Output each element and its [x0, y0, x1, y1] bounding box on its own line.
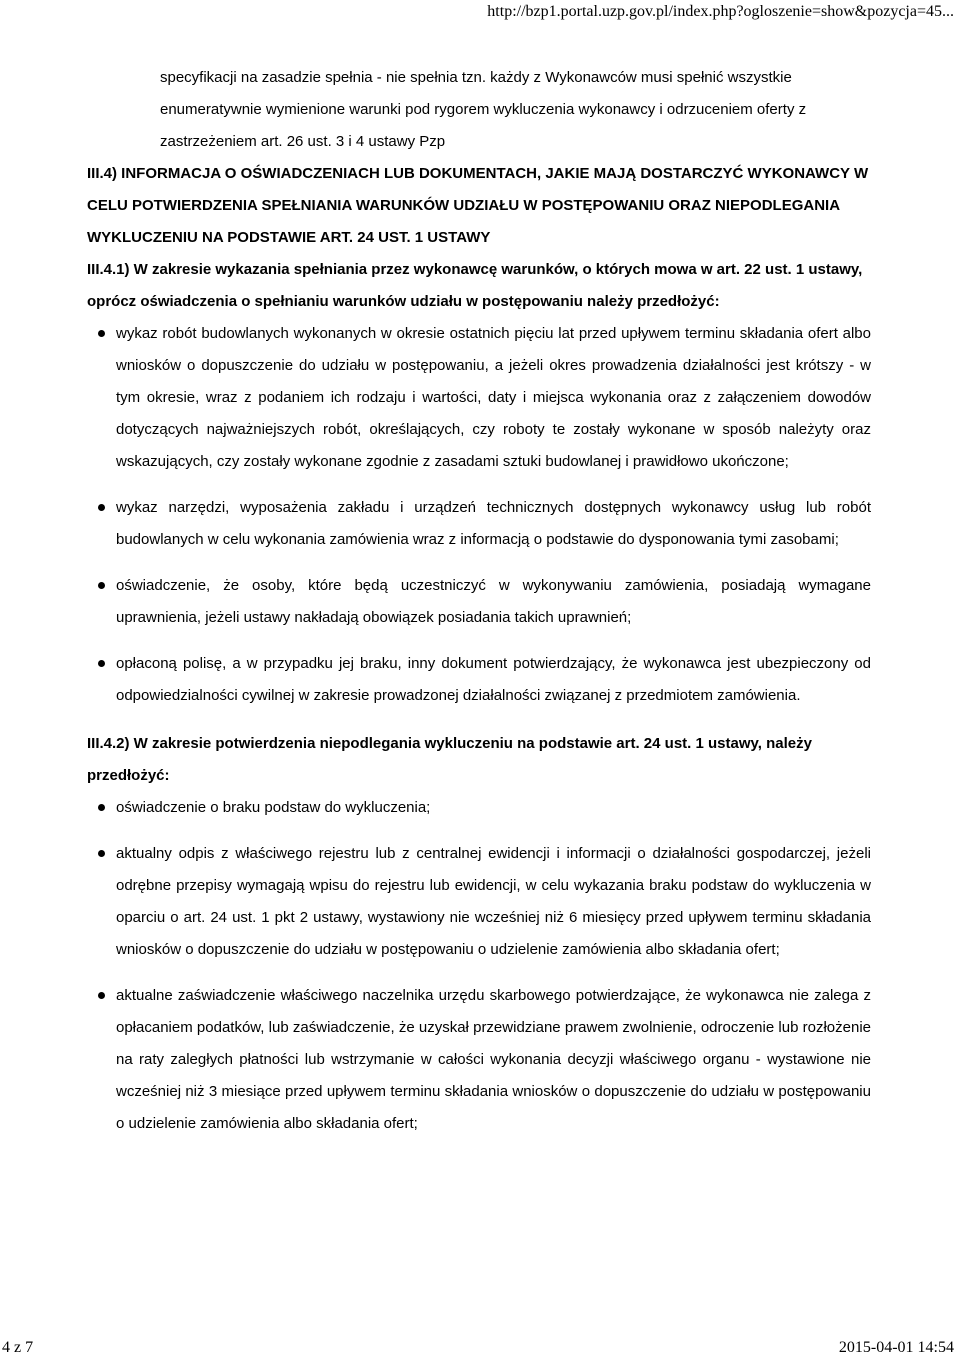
list-item: opłaconą polisę, a w przypadku jej braku, inny dokument potwierdzający, że wykonawca jest ubezpieczony od odpowiedzialności cywilnej w zakresie prowadzonej działalności związanej z przedmiotem zamówienia. — [87, 648, 871, 712]
list-item: oświadczenie o braku podstaw do wykluczenia; — [87, 792, 871, 824]
section-3-4-1-title: III.4.1) W zakresie wykazania spełniania przez wykonawcę warunków, o których mowa w art. 22 ust. 1 ustawy, oprócz oświadczenia o spełnianiu warunków udziału w postępowaniu należy przedłożyć: — [87, 261, 863, 310]
list-item: wykaz narzędzi, wyposażenia zakładu i urządzeń technicznych dostępnych wykonawcy usług lub robót budowlanych w celu wykonania zamówienia wraz z informacją o podstawie do dysponowania tymi zasobami; — [87, 492, 871, 556]
section-3-4-2-title: III.4.2) W zakresie potwierdzenia niepodlegania wykluczeniu na podstawie art. 24 ust. 1 ustawy, należy przedłożyć: — [87, 735, 812, 784]
document-content — [87, 62, 871, 1140]
section-3-4-1-list — [87, 318, 871, 712]
list-item: oświadczenie, że osoby, które będą uczestniczyć w wykonywaniu zamówienia, posiadają wymagane uprawnienia, jeżeli ustawy nakładają obowiązek posiadania takich uprawnień; — [87, 570, 871, 634]
list-item: wykaz robót budowlanych wykonanych w okresie ostatnich pięciu lat przed upływem terminu składania ofert albo wniosków o dopuszczenie do udziału w postępowaniu, a jeżeli okres prowadzenia działalności jest krótszy - w tym okresie, wraz z podaniem ich rodzaju i wartości, daty i miejsca wykonania oraz z załączeniem dowodów dotyczących najważniejszych robót, określających, czy roboty te zostały wykonane w sposób należyty oraz wskazujących, czy zostały wykonane zgodnie z zasadami sztuki budowlanej i prawidłowo ukończone; — [87, 318, 871, 478]
page-url-header: http://bzp1.portal.uzp.gov.pl/index.php?ogloszenie=show&pozycja=45... — [487, 3, 954, 20]
section-heading: III.4) INFORMACJA O OŚWIADCZENIACH LUB DOKUMENTACH, JAKIE MAJĄ DOSTARCZYĆ WYKONAWCY W CELU POTWIERDZENIA SPEŁNIANIA WARUNKÓW UDZIAŁU W POSTĘPOWANIU ORAZ NIEPODLEGANIA WYKLUCZENIU NA PODSTAWIE ART. 24 UST. 1 USTAWY — [87, 165, 869, 246]
section-3-4-2-list — [87, 792, 871, 1140]
list-item: aktualne zaświadczenie właściwego naczelnika urzędu skarbowego potwierdzające, że wykonawca nie zalega z opłacaniem podatków, lub zaświadczenie, że uzyskał przewidziane prawem zwolnienie, odroczenie lub rozłożenie na raty zaległych płatności lub wstrzymanie w całości wykonania decyzji właściwego organu - wystawione nie wcześniej niż 3 miesiące przed upływem terminu składania wniosków o dopuszczenie do udziału w postępowaniu o udzielenie zamówienia albo składania ofert; — [87, 980, 871, 1140]
page-number: 4 z 7 — [2, 1339, 34, 1356]
print-datetime: 2015-04-01 14:54 — [838, 1339, 954, 1356]
list-item: aktualny odpis z właściwego rejestru lub z centralnej ewidencji i informacji o działalności gospodarczej, jeżeli odrębne przepisy wymagają wpisu do rejestru lub ewidencji, w celu wykazania braku podstaw do wykluczenia w oparciu o art. 24 ust. 1 pkt 2 ustawy, wystawiony nie wcześniej niż 6 miesięcy przed upływem terminu składania wniosków o dopuszczenie do udziału w postępowaniu o udzielenie zamówienia albo składania ofert; — [87, 838, 871, 966]
intro-paragraph: specyfikacji na zasadzie spełnia - nie spełnia tzn. każdy z Wykonawców musi spełnić wszystkie enumeratywnie wymienione warunki pod rygorem wykluczenia wykonawcy i odrzuceniem oferty z zastrzeżeniem art. 26 ust. 3 i 4 ustawy Pzp — [160, 69, 807, 150]
